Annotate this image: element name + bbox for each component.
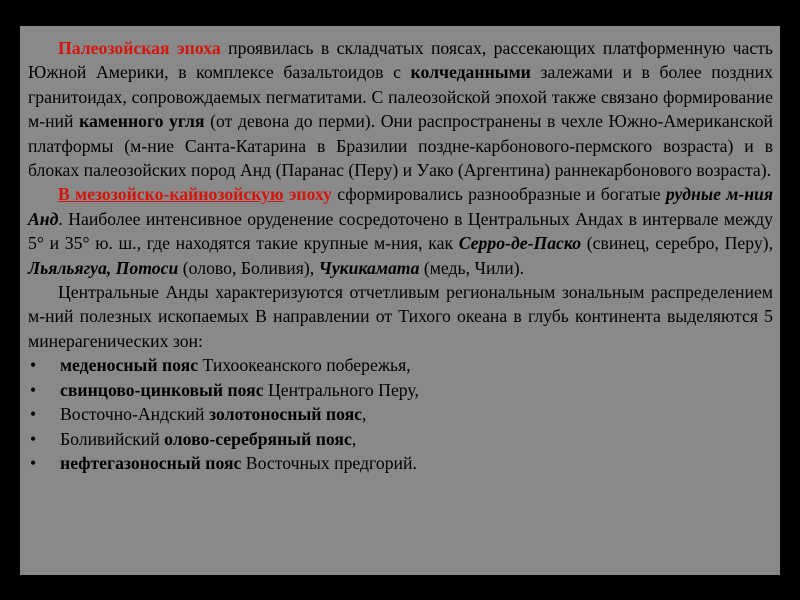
paragraph-text: (от девона до перми). Они распространены в чехле Южно-Американской платформы (м-ние Санта-Катарина в Бразилии поздне-карбонового-пермского возраста) и в блоках палеозойских пород Анд (Паранас (Перу) и Уако (Аргентина) раннекарбонового возраста).: [28, 111, 773, 181]
paragraph-text: проявилась в складчатых поясах, рассекающих платформенную часть Южной Америки, в комплексе базальтоидов с: [28, 38, 774, 83]
pyrite-term: колчеданными: [410, 62, 531, 83]
zone-suffix: Центрального Перу,: [263, 379, 419, 400]
list-item: [28, 402, 773, 426]
paragraph-mesozoic-cenozoic: [28, 182, 773, 280]
paragraph-text: Центральные Анды характеризуются отчетливым региональным зональным распределением м-ний полезных ископаемых В направлении от Тихого океана в глубь континента выделяются 5 минерагенических зон:: [28, 282, 773, 351]
paragraph-text: сформировались разнообразные и богатые: [332, 184, 666, 205]
zone-name: олово-серебряный пояс: [164, 428, 352, 449]
bullet-icon: •: [30, 404, 37, 425]
list-item: [28, 378, 773, 402]
chuquicamata-term: Чукикамата: [318, 257, 420, 278]
paleozoic-era-heading: Палеозойская эпоха: [58, 38, 221, 58]
paragraph-paleozoic: [28, 36, 773, 182]
andes-ore-deposits-term: рудные м-ния Анд: [28, 184, 773, 229]
zone-suffix: Тихоокеанского побережья,: [198, 355, 411, 376]
paragraph-text: (медь, Чили).: [419, 257, 525, 278]
slide-content: [28, 36, 773, 475]
era-word: эпоху: [288, 184, 333, 205]
zone-suffix: ,: [362, 404, 367, 425]
bullet-icon: •: [30, 355, 37, 376]
bullet-icon: •: [30, 379, 37, 400]
paragraph-text: . Наиболее интенсивное оруденение сосредоточено в Центральных Андах в интервале между 5° и 35° ю. ш., где находятся такие крупные м-ния, как: [28, 208, 773, 254]
zone-prefix: Боливийский: [60, 428, 165, 449]
paragraph-text: залежами и в более поздних гранитоидах, сопровождаемых пегматитами. С палеозойской эпохой также связано формирование м-ний: [28, 62, 773, 132]
mesozoic-cenozoic-heading: В мезозойско-кайнозойскую: [58, 184, 284, 205]
zone-name: золотоносный пояс: [208, 404, 363, 425]
list-item: [28, 427, 773, 451]
coal-term: каменного угля: [79, 111, 205, 132]
paragraph-text: (олово, Боливия),: [178, 257, 319, 278]
zone-suffix: Восточных предгорий.: [241, 452, 417, 473]
zone-suffix: ,: [351, 428, 357, 449]
paragraph-central-andes: [28, 280, 773, 353]
bullet-icon: •: [30, 428, 37, 449]
zone-name: меденосный пояс: [60, 355, 199, 376]
llallagua-potosi-term: Льяльягуа, Потоси: [28, 257, 179, 278]
list-item: [28, 451, 773, 475]
bullet-icon: •: [30, 452, 37, 473]
zone-name: свинцово-цинковый пояс: [60, 379, 264, 400]
zone-name: нефтегазоносный пояс: [60, 452, 242, 473]
cerro-de-pasco-term: Серро-де-Паско: [458, 233, 582, 254]
list-item: [28, 353, 773, 377]
zones-list: [28, 353, 773, 475]
paragraph-text: (свинец, серебро, Перу),: [581, 233, 773, 254]
zone-prefix: Восточно-Андский: [60, 404, 209, 425]
